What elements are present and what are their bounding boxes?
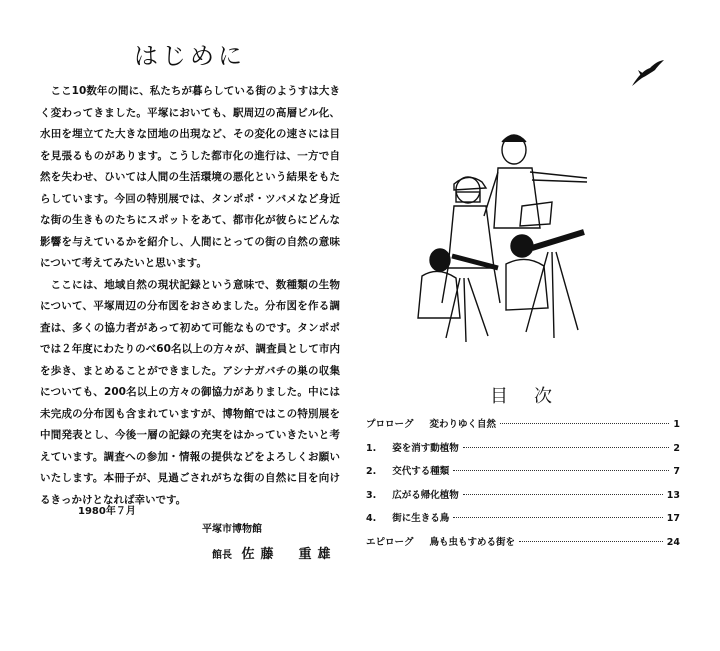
intro-section <box>40 36 340 511</box>
intro-body <box>40 81 340 511</box>
toc-item-page: 2 <box>673 442 680 454</box>
toc-item-label: 街に生きる鳥 <box>392 513 450 524</box>
toc-item-page: 13 <box>666 489 680 501</box>
toc-item-page: 7 <box>673 466 680 477</box>
toc-item[interactable] <box>366 487 680 511</box>
toc-item-label: 鳥も虫もすめる街を <box>429 536 516 548</box>
organization-name: 平塚市博物館 <box>202 524 262 535</box>
toc-title: 目次 <box>490 386 578 407</box>
toc-item-label: 交代する種類 <box>392 466 450 477</box>
toc-item-number: 4. <box>366 513 377 524</box>
toc-item-number: 2. <box>366 466 377 477</box>
toc-item[interactable] <box>366 440 680 464</box>
toc-item-page: 17 <box>666 513 680 524</box>
toc-leader-dots <box>453 470 669 471</box>
toc-item[interactable] <box>366 416 680 440</box>
intro-paragraph-1: ここ10数年の間に、私たちが暮らしている街のようすは大きく変わってきました。平塚においても、駅周辺の高層ビル化、水田を埋立てた大きな団地の出現など、その変化の速さには目を見張るものがあります。こうした都市化の進行は、一方で自然を失わせ、ひいては人間の生活環境の悪化という結果をもたらしています。今回の特別展では、タンポポ・ツバメなど身近な街の生きものたちにスポットをあて、都市化が彼らにどんな影響を与えているかを紹介し、人間にとっての街の自然の意味について考えてみたいと思います。 <box>40 85 340 269</box>
intro-paragraph-2: ここには、地域自然の現状記録という意味で、数種類の生物について、平塚周辺の分布図をおさめました。分布図を作る調査は、多くの協力者があって初めて可能なものです。タンポポでは２年度にわたりのべ60名以上の方々が、調査員として市内を歩き、まとめることができました。アシナガバチの巣の収集についても、200名以上の方々の御協力がありました。中には未完成の分布図も含まれていますが、博物館ではこの特別展を中間発表とし、今後一層の記録の充実をはかっていきたいと考えています。調査への参加・情報の提供などをよろしくお願いいたします。本冊子が、見過ごされがちな街の自然に目を向けるきっかけとなれば幸いです。 <box>40 278 340 506</box>
toc-item-number: プロローグ <box>366 419 414 430</box>
intro-title: はじめに <box>134 42 246 70</box>
swallow-icon <box>630 58 666 88</box>
toc-item[interactable] <box>366 463 680 487</box>
director-title: 館長 <box>212 550 232 561</box>
toc-item-page: 1 <box>673 419 680 430</box>
toc-item-page: 24 <box>666 536 680 548</box>
toc-leader-dots <box>453 517 663 518</box>
toc-item-label: 姿を消す動植物 <box>392 442 459 454</box>
toc-leader-dots <box>519 541 663 542</box>
toc-leader-dots <box>463 447 670 448</box>
toc-leader-dots <box>463 494 663 495</box>
table-of-contents <box>366 416 680 557</box>
toc-item-label: 変わりゆく自然 <box>429 419 497 430</box>
intro-date: 1980年７月 <box>78 506 136 517</box>
toc-item-number: 1. <box>366 442 377 454</box>
toc-leader-dots <box>500 423 669 424</box>
observers-illustration <box>402 128 602 353</box>
toc-item-number: 3. <box>366 489 377 501</box>
director-name: 佐藤 重雄 <box>241 547 337 562</box>
toc-item-number: エピローグ <box>366 536 414 548</box>
director-signature <box>212 543 337 562</box>
toc-item[interactable] <box>366 510 680 534</box>
toc-item-label: 広がる帰化植物 <box>392 489 459 501</box>
toc-item[interactable] <box>366 534 680 558</box>
